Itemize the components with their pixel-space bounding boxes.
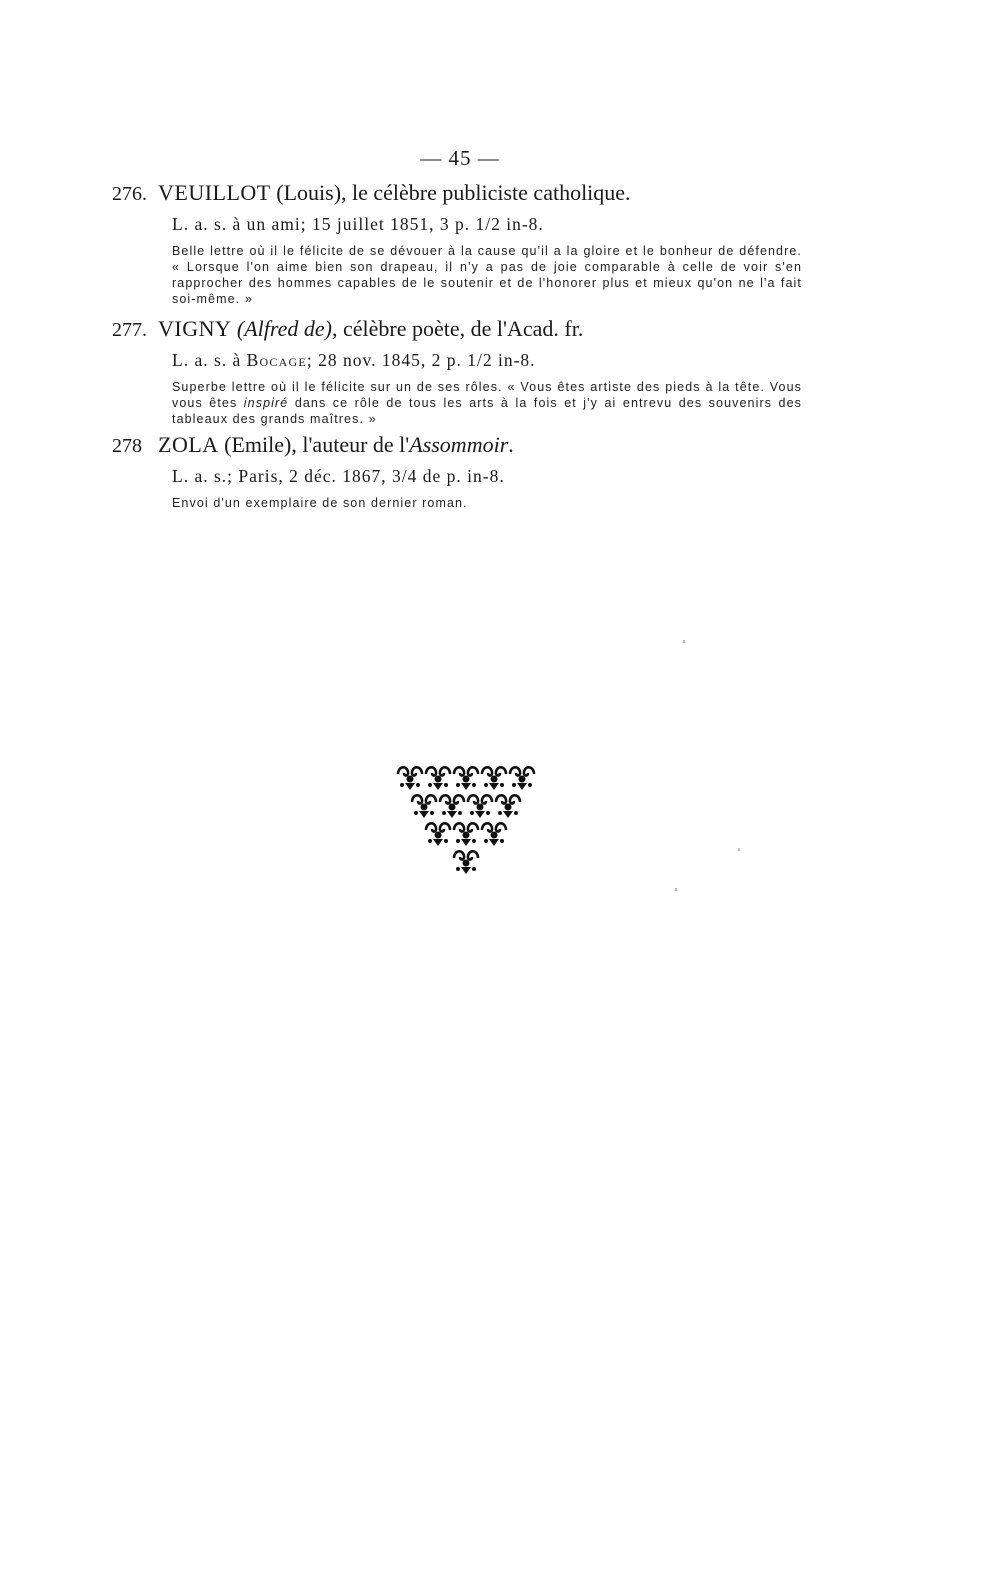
entry-forename: (Alfred de),	[236, 316, 338, 341]
entry-description: célèbre poète, de l'Acad. fr.	[342, 316, 584, 341]
entry-name: VEUILLOT	[158, 180, 271, 205]
entry-heading	[112, 180, 802, 207]
page-number: — 45 —	[420, 146, 500, 170]
entry-forename: (Louis),	[276, 180, 347, 205]
entry-details: L. a. s.; Paris, 2 déc. 1867, 3/4 de p. in-8.	[172, 466, 505, 486]
catalogue-entry-276	[112, 180, 802, 307]
details-recipient: Bocage	[246, 350, 307, 370]
description-prefix: l'auteur de l'	[302, 432, 410, 457]
fleuron-ornament	[394, 762, 544, 890]
details-suffix: ; 28 nov. 1845, 2 p. 1/2 in-8.	[306, 350, 536, 370]
note-italic: inspiré	[243, 396, 289, 410]
entry-number: 277.	[112, 319, 147, 341]
entry-name: ZOLA	[158, 432, 219, 457]
entry-note: Belle lettre où il le félicite de se dévouer à la cause qu'il a la gloire et le bonheur de défendre. « Lorsque l'on aime bien son drapeau, il n'y a pas de joie comparable à celle de voir s'en rapprocher des hommes capables de le soutenir et de l'honorer plus et mieux qu'on ne l'a fait soi-même. »	[172, 244, 802, 306]
catalogue-entry-277	[112, 316, 802, 427]
catalogue-entry-278	[112, 432, 802, 511]
entry-note: Envoi d'un exemplaire de son dernier roman.	[172, 496, 468, 510]
entry-note	[172, 379, 802, 427]
paper-speck	[675, 888, 677, 891]
note-part-2: dans ce rôle de tous les arts à la fois et j'y ai entrevu des souvenirs des tableaux des grands maîtres. »	[172, 396, 803, 426]
entry-heading	[112, 316, 802, 343]
entry-forename: (Emile),	[224, 432, 297, 457]
description-title: Assommoir	[409, 432, 509, 457]
paper-speck	[738, 848, 740, 851]
entry-description	[302, 432, 513, 457]
description-suffix: .	[508, 432, 514, 457]
entry-name: VIGNY	[158, 316, 232, 341]
entry-number: 278	[112, 435, 142, 457]
note-part-1: Superbe lettre où il le félicite sur un de ses rôles. « Vous êtes artiste des pieds à la tête. Vous vous êtes	[172, 380, 802, 410]
paper-speck	[683, 640, 685, 643]
entry-description: le célèbre publiciste catholique.	[352, 180, 631, 205]
details-prefix: L. a. s. à	[172, 350, 242, 370]
entry-details	[172, 349, 802, 371]
entry-heading	[112, 432, 802, 459]
entry-details: L. a. s. à un ami; 15 juillet 1851, 3 p. 1/2 in-8.	[172, 214, 544, 234]
entry-number: 276.	[112, 183, 147, 205]
